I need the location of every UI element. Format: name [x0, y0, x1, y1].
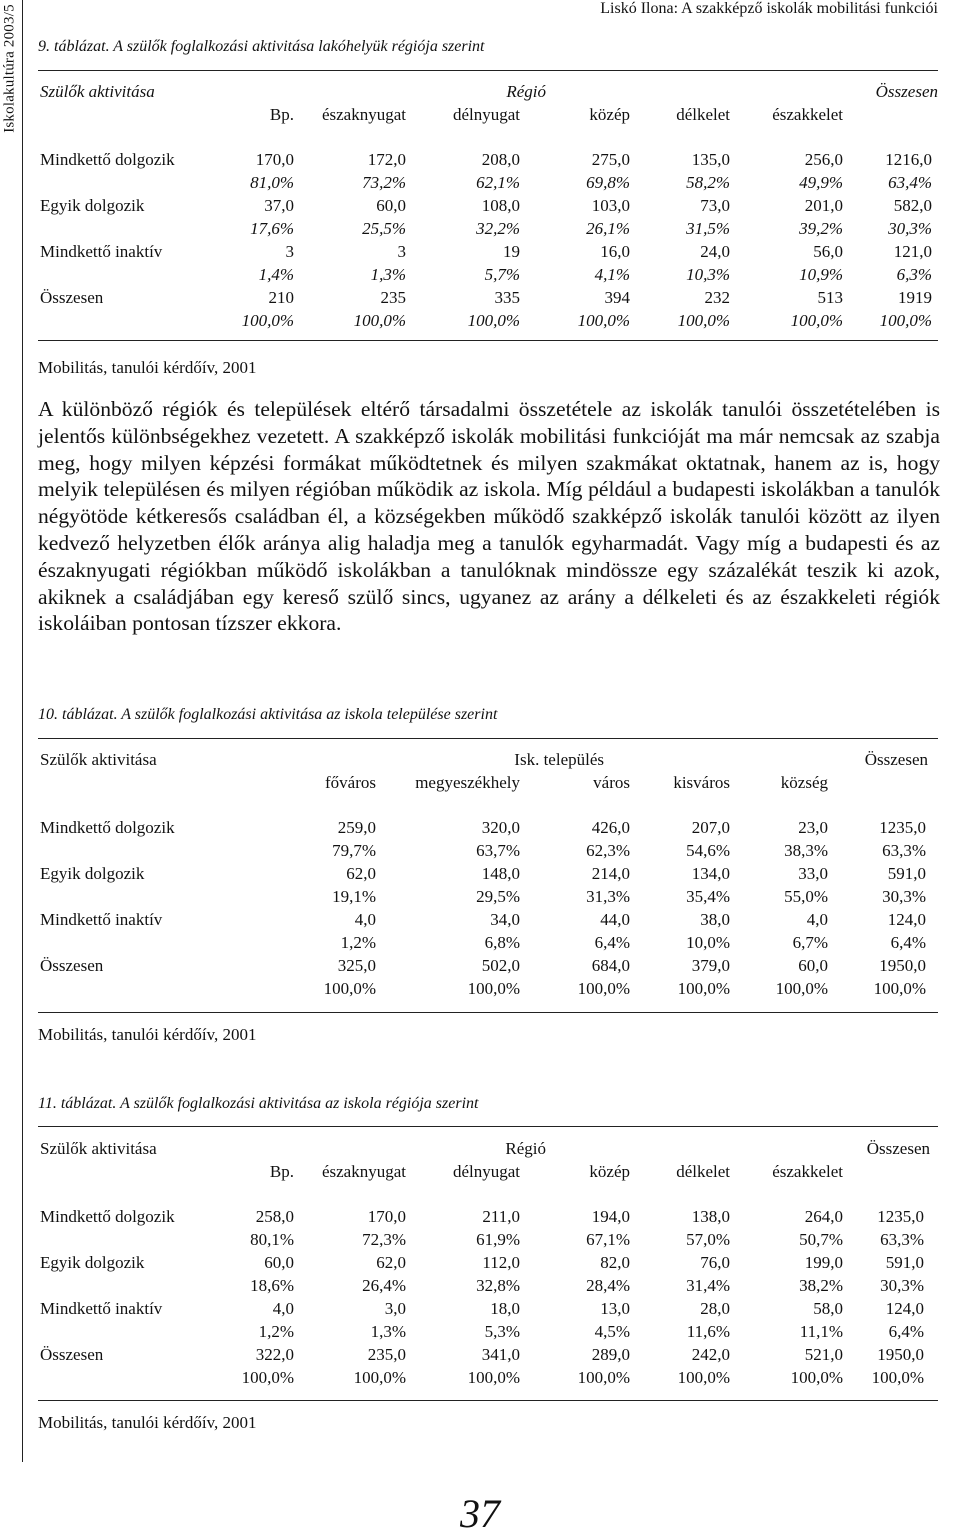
table-row-percent [38, 265, 938, 288]
column-header: község [780, 773, 828, 792]
count-cell: 23,0 [798, 818, 828, 837]
table11-bottom-rule [38, 1400, 938, 1401]
count-cell: 322,0 [255, 1345, 294, 1364]
count-cell: 3 [285, 242, 294, 261]
row-label: Mindkettő inaktív [40, 1299, 163, 1318]
count-cell: 289,0 [591, 1345, 630, 1364]
column-header: északkelet [772, 105, 843, 124]
percent-cell: 10,3% [686, 265, 730, 284]
percent-cell: 11,6% [686, 1322, 730, 1341]
table10-bottom-rule [38, 1012, 938, 1013]
header-gap [38, 796, 938, 818]
count-cell: 194,0 [591, 1207, 630, 1226]
column-header: kisváros [673, 773, 730, 792]
percent-cell: 100,0% [577, 979, 630, 998]
count-cell: 60,0 [798, 956, 828, 975]
percent-cell: 28,4% [586, 1276, 630, 1295]
column-header: délkelet [676, 105, 730, 124]
percent-cell: 6,7% [792, 933, 828, 952]
percent-cell: 11,1% [799, 1322, 843, 1341]
count-cell: 394 [604, 288, 630, 307]
percent-cell: 1,2% [340, 933, 376, 952]
header-gap [38, 128, 938, 150]
percent-cell: 30,3% [880, 1276, 924, 1295]
row-label: Mindkettő dolgozik [40, 1207, 175, 1226]
percent-cell: 100,0% [241, 1368, 294, 1387]
count-cell: 207,0 [691, 818, 730, 837]
percent-cell: 1,2% [258, 1322, 294, 1341]
count-cell: 135,0 [691, 150, 730, 169]
count-cell: 513 [817, 288, 843, 307]
column-header: főváros [325, 773, 376, 792]
count-cell: 259,0 [337, 818, 376, 837]
table-row [38, 196, 938, 219]
count-cell: 275,0 [591, 150, 630, 169]
count-cell: 211,0 [482, 1207, 520, 1226]
count-cell: 591,0 [885, 1253, 924, 1272]
table-row-percent [38, 219, 938, 242]
count-cell: 1235,0 [879, 818, 926, 837]
count-cell: 19 [503, 242, 520, 261]
count-cell: 1950,0 [877, 1345, 924, 1364]
count-cell: 684,0 [591, 956, 630, 975]
count-cell: 591,0 [887, 864, 926, 883]
table9-top-rule [38, 70, 938, 71]
header-total: Összesen [864, 750, 928, 769]
percent-cell: 26,4% [362, 1276, 406, 1295]
table-row [38, 1253, 938, 1276]
percent-cell: 63,7% [476, 841, 520, 860]
table-row [38, 242, 938, 265]
journal-side-label: Iskolakultúra 2003/5 [1, 4, 18, 133]
table-row-percent [38, 1322, 938, 1345]
table11-source: Mobilitás, tanulói kérdőív, 2001 [38, 1413, 257, 1432]
table10-caption: 10. táblázat. A szülők foglalkozási aktivitása az iskola települése szerint [38, 706, 498, 723]
percent-cell: 100,0% [353, 1368, 406, 1387]
percent-cell: 62,3% [586, 841, 630, 860]
count-cell: 258,0 [255, 1207, 294, 1226]
percent-cell: 6,3% [896, 265, 932, 284]
table-row [38, 1207, 938, 1230]
table-row-percent [38, 173, 938, 196]
percent-cell: 100,0% [873, 979, 926, 998]
percent-cell: 31,3% [586, 887, 630, 906]
count-cell: 37,0 [264, 196, 294, 215]
column-header: délkelet [676, 1162, 730, 1181]
percent-cell: 6,4% [888, 1322, 924, 1341]
count-cell: 24,0 [700, 242, 730, 261]
table9-bottom-rule [38, 340, 938, 341]
count-cell: 341,0 [481, 1345, 520, 1364]
column-header: északnyugat [321, 105, 406, 124]
percent-cell: 73,2% [362, 173, 406, 192]
percent-cell: 6,8% [484, 933, 520, 952]
count-cell: 3 [397, 242, 406, 261]
count-cell: 34,0 [490, 910, 520, 929]
percent-cell: 63,3% [882, 841, 926, 860]
header-activity: Szülők aktivitása [40, 82, 155, 101]
column-header: északnyugat [321, 1162, 406, 1181]
count-cell: 582,0 [893, 196, 932, 215]
percent-cell: 17,6% [250, 219, 294, 238]
table9 [38, 82, 938, 334]
percent-cell: 100,0% [790, 311, 843, 330]
percent-cell: 80,1% [250, 1230, 294, 1249]
percent-cell: 10,0% [686, 933, 730, 952]
table-row-percent [38, 979, 938, 1002]
count-cell: 4,0 [354, 910, 376, 929]
percent-cell: 55,0% [784, 887, 828, 906]
percent-cell: 30,3% [888, 219, 932, 238]
percent-cell: 58,2% [686, 173, 730, 192]
count-cell: 108,0 [481, 196, 520, 215]
percent-cell: 100,0% [467, 1368, 520, 1387]
column-header: Bp. [269, 1162, 294, 1181]
percent-cell: 67,1% [586, 1230, 630, 1249]
count-cell: 170,0 [255, 150, 294, 169]
count-cell: 28,0 [700, 1299, 730, 1318]
table-row [38, 956, 938, 979]
table-row [38, 288, 938, 311]
count-cell: 38,0 [700, 910, 730, 929]
percent-cell: 100,0% [677, 1368, 730, 1387]
count-cell: 426,0 [591, 818, 630, 837]
count-cell: 16,0 [600, 242, 630, 261]
count-cell: 124,0 [885, 1299, 924, 1318]
percent-cell: 10,9% [799, 265, 843, 284]
count-cell: 62,0 [346, 864, 376, 883]
count-cell: 1235,0 [877, 1207, 924, 1226]
percent-cell: 6,4% [594, 933, 630, 952]
percent-cell: 31,5% [686, 219, 730, 238]
column-header-row [38, 105, 938, 128]
count-cell: 121,0 [893, 242, 932, 261]
count-cell: 103,0 [591, 196, 630, 215]
percent-cell: 4,5% [594, 1322, 630, 1341]
count-cell: 58,0 [813, 1299, 843, 1318]
percent-cell: 32,2% [476, 219, 520, 238]
percent-cell: 29,5% [476, 887, 520, 906]
percent-cell: 100,0% [677, 979, 730, 998]
column-header: északkelet [772, 1162, 843, 1181]
row-label: Mindkettő dolgozik [40, 818, 175, 837]
percent-cell: 19,1% [332, 887, 376, 906]
count-cell: 521,0 [804, 1345, 843, 1364]
count-cell: 235 [380, 288, 406, 307]
percent-cell: 79,7% [332, 841, 376, 860]
percent-cell: 100,0% [677, 311, 730, 330]
count-cell: 325,0 [337, 956, 376, 975]
table-row-percent [38, 887, 938, 910]
percent-cell: 30,3% [882, 887, 926, 906]
percent-cell: 100,0% [577, 311, 630, 330]
percent-cell: 26,1% [586, 219, 630, 238]
percent-cell: 6,4% [890, 933, 926, 952]
table10-top-rule [38, 738, 938, 739]
count-cell: 264,0 [804, 1207, 843, 1226]
count-cell: 134,0 [691, 864, 730, 883]
percent-cell: 81,0% [250, 173, 294, 192]
count-cell: 242,0 [691, 1345, 730, 1364]
count-cell: 62,0 [376, 1253, 406, 1272]
count-cell: 208,0 [481, 150, 520, 169]
count-cell: 502,0 [481, 956, 520, 975]
percent-cell: 32,8% [476, 1276, 520, 1295]
header-row [38, 82, 938, 105]
count-cell: 335 [494, 288, 520, 307]
header-gap [38, 1185, 938, 1207]
table9-source: Mobilitás, tanulói kérdőív, 2001 [38, 358, 257, 377]
table-row [38, 910, 938, 933]
running-head: Liskó Ilona: A szakképző iskolák mobilitási funkciói [600, 0, 938, 17]
table-row-percent [38, 1230, 938, 1253]
table-row [38, 864, 938, 887]
count-cell: 76,0 [700, 1253, 730, 1272]
table11-top-rule [38, 1126, 938, 1127]
row-label: Összesen [40, 1345, 104, 1364]
row-label: Egyik dolgozik [40, 196, 145, 215]
count-cell: 4,0 [806, 910, 828, 929]
percent-cell: 63,3% [880, 1230, 924, 1249]
count-cell: 44,0 [600, 910, 630, 929]
table9-caption: 9. táblázat. A szülők foglalkozási aktivitása lakóhelyük régiója szerint [38, 38, 485, 55]
percent-cell: 100,0% [241, 311, 294, 330]
percent-cell: 57,0% [686, 1230, 730, 1249]
header-group: Régió [505, 1139, 546, 1158]
count-cell: 1919 [898, 288, 932, 307]
percent-cell: 4,1% [594, 265, 630, 284]
row-label: Mindkettő inaktív [40, 910, 163, 929]
header-activity: Szülők aktivitása [40, 750, 157, 769]
header-total: Összesen [866, 1139, 930, 1158]
percent-cell: 61,9% [476, 1230, 520, 1249]
percent-cell: 100,0% [775, 979, 828, 998]
header-row [38, 1139, 938, 1162]
count-cell: 172,0 [367, 150, 406, 169]
table-row-percent [38, 1276, 938, 1299]
count-cell: 201,0 [804, 196, 843, 215]
percent-cell: 38,2% [799, 1276, 843, 1295]
percent-cell: 100,0% [577, 1368, 630, 1387]
table-row-percent [38, 933, 938, 956]
row-label: Egyik dolgozik [40, 864, 145, 883]
column-header: közép [589, 105, 630, 124]
row-label: Összesen [40, 956, 104, 975]
table-row [38, 1345, 938, 1368]
count-cell: 214,0 [591, 864, 630, 883]
header-activity: Szülők aktivitása [40, 1139, 157, 1158]
percent-cell: 63,4% [888, 173, 932, 192]
column-header-row [38, 1162, 938, 1185]
percent-cell: 38,3% [784, 841, 828, 860]
table10-source: Mobilitás, tanulói kérdőív, 2001 [38, 1025, 257, 1044]
count-cell: 210 [268, 288, 294, 307]
header-total: Összesen [875, 82, 938, 101]
percent-cell: 100,0% [790, 1368, 843, 1387]
percent-cell: 5,7% [484, 265, 520, 284]
count-cell: 232 [704, 288, 730, 307]
percent-cell: 54,6% [686, 841, 730, 860]
header-row [38, 750, 938, 773]
column-header: Bp. [269, 105, 294, 124]
percent-cell: 50,7% [799, 1230, 843, 1249]
count-cell: 73,0 [700, 196, 730, 215]
count-cell: 112,0 [482, 1253, 520, 1272]
percent-cell: 39,2% [799, 219, 843, 238]
count-cell: 320,0 [481, 818, 520, 837]
row-label: Mindkettő inaktív [40, 242, 163, 261]
percent-cell: 72,3% [362, 1230, 406, 1249]
count-cell: 1216,0 [885, 150, 932, 169]
count-cell: 170,0 [367, 1207, 406, 1226]
table-row-percent [38, 1368, 938, 1391]
side-rule [0, 0, 23, 1462]
count-cell: 60,0 [264, 1253, 294, 1272]
count-cell: 1950,0 [879, 956, 926, 975]
percent-cell: 100,0% [353, 311, 406, 330]
percent-cell: 100,0% [871, 1368, 924, 1387]
percent-cell: 1,3% [370, 265, 406, 284]
percent-cell: 1,3% [370, 1322, 406, 1341]
table11-caption: 11. táblázat. A szülők foglalkozási aktivitása az iskola régiója szerint [38, 1095, 479, 1112]
header-group: Isk. település [514, 750, 604, 769]
count-cell: 235,0 [367, 1345, 406, 1364]
count-cell: 33,0 [798, 864, 828, 883]
percent-cell: 31,4% [686, 1276, 730, 1295]
column-header-row [38, 773, 938, 796]
percent-cell: 1,4% [258, 265, 294, 284]
count-cell: 256,0 [804, 150, 843, 169]
count-cell: 138,0 [691, 1207, 730, 1226]
count-cell: 18,0 [490, 1299, 520, 1318]
column-header: város [593, 773, 630, 792]
table-row-percent [38, 311, 938, 334]
count-cell: 60,0 [376, 196, 406, 215]
column-header: közép [589, 1162, 630, 1181]
percent-cell: 49,9% [799, 173, 843, 192]
table11 [38, 1139, 938, 1391]
percent-cell: 62,1% [476, 173, 520, 192]
table-row [38, 150, 938, 173]
percent-cell: 100,0% [467, 979, 520, 998]
header-group: Régió [506, 82, 546, 101]
row-label: Mindkettő dolgozik [40, 150, 175, 169]
percent-cell: 100,0% [467, 311, 520, 330]
count-cell: 4,0 [272, 1299, 294, 1318]
count-cell: 13,0 [600, 1299, 630, 1318]
count-cell: 199,0 [804, 1253, 843, 1272]
table-row [38, 818, 938, 841]
table-row [38, 1299, 938, 1322]
count-cell: 124,0 [887, 910, 926, 929]
page-number: 37 [460, 1491, 500, 1536]
percent-cell: 100,0% [323, 979, 376, 998]
percent-cell: 5,3% [484, 1322, 520, 1341]
column-header: délnyugat [452, 105, 520, 124]
row-label: Egyik dolgozik [40, 1253, 145, 1272]
count-cell: 3,0 [384, 1299, 406, 1318]
percent-cell: 69,8% [586, 173, 630, 192]
count-cell: 82,0 [600, 1253, 630, 1272]
percent-cell: 25,5% [362, 219, 406, 238]
column-header: megyeszékhely [415, 773, 520, 792]
row-label: Összesen [40, 288, 104, 307]
count-cell: 56,0 [813, 242, 843, 261]
percent-cell: 18,6% [250, 1276, 294, 1295]
count-cell: 379,0 [691, 956, 730, 975]
percent-cell: 100,0% [879, 311, 932, 330]
table-row-percent [38, 841, 938, 864]
body-paragraph: A különböző régiók és települések eltérő társadalmi összetétele az iskolák tanulói összetételében is jelentős különbségekhez vezetett. A szakképző iskolák mobilitási funkcióját ma már nemcsak az szabja meg, hogy milyen képzési formákat működtetnek és milyen szakmákat oktatnak, hanem az is, hogy melyik településen és milyen régióban működik az iskola. Míg például a budapesti iskolákban a tanulók négyötöde kétkeresős családban él, a községekben működő szakképző iskolák tanulói között az ilyen kedvező helyzetben élők aránya alig haladja meg a tanulók egyharmadát. Vagy míg a budapesti és az északnyugati régiókban működő iskolákban a tanulóknak mindössze egy százalékát teszik ki azok, akiknek a családjában egy kereső szülő sincs, ugyanez az arány a délkeleti és az északkeleti régiók iskoláiban pontosan tízszer ekkora. [38, 397, 940, 636]
column-header: délnyugat [452, 1162, 520, 1181]
count-cell: 148,0 [481, 864, 520, 883]
percent-cell: 35,4% [686, 887, 730, 906]
table10 [38, 750, 938, 1002]
